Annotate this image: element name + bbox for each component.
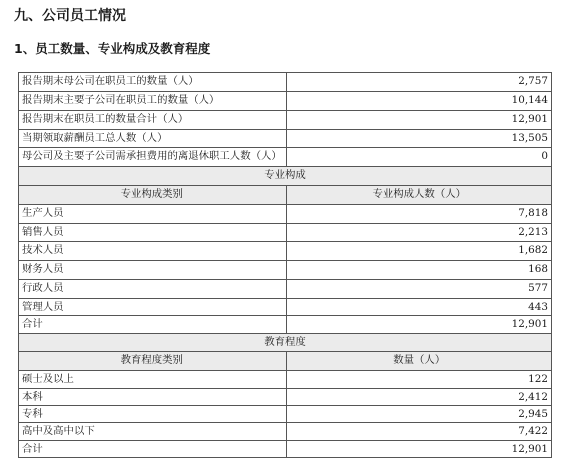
table-row: [19, 224, 552, 243]
row-value: 12,901: [287, 441, 553, 457]
table-row: [19, 242, 552, 261]
row-label: 高中及高中以下: [19, 423, 287, 439]
table-row: [19, 205, 552, 224]
row-value: 122: [287, 371, 553, 387]
row-label: 报告期末主要子公司在职员工的数量（人）: [19, 92, 287, 110]
row-value: 1,682: [287, 242, 553, 260]
row-value: 2,213: [287, 224, 553, 242]
row-label: 技术人员: [19, 242, 287, 260]
row-value: 2,757: [287, 73, 553, 91]
row-label: 当期领取薪酬员工总人数（人）: [19, 130, 287, 148]
table-row: [19, 299, 552, 316]
table-row: [19, 148, 552, 167]
row-label: 报告期末母公司在职员工的数量（人）: [19, 73, 287, 91]
row-value: 168: [287, 261, 553, 279]
column-header-category: 教育程度类别: [19, 352, 287, 370]
table-row-total: [19, 316, 552, 333]
row-label: 合计: [19, 441, 287, 457]
table-row: [19, 92, 552, 111]
education-column-header: [19, 352, 552, 371]
row-label: 生产人员: [19, 205, 287, 223]
row-label: 合计: [19, 316, 287, 332]
column-header-count: 专业构成人数（人）: [287, 186, 553, 204]
table-row: [19, 130, 552, 149]
table-row: [19, 423, 552, 440]
row-label: 报告期末在职员工的数量合计（人）: [19, 111, 287, 129]
table-row: [19, 73, 552, 92]
row-value: 13,505: [287, 130, 553, 148]
row-value: 7,818: [287, 205, 553, 223]
table-row: [19, 261, 552, 280]
row-value: 12,901: [287, 316, 553, 332]
row-label: 管理人员: [19, 299, 287, 315]
table-row: [19, 111, 552, 130]
row-label: 行政人员: [19, 280, 287, 298]
table-row-total: [19, 441, 552, 458]
sub-title: 1、员工数量、专业构成及教育程度: [14, 41, 211, 56]
table-row: [19, 406, 552, 423]
professional-section-header: [19, 167, 552, 186]
row-label: 硕士及以上: [19, 371, 287, 387]
row-value: 10,144: [287, 92, 553, 110]
row-label: 母公司及主要子公司需承担费用的离退休职工人数（人）: [19, 148, 287, 166]
row-value: 2,412: [287, 389, 553, 405]
row-value: 12,901: [287, 111, 553, 129]
row-value: 7,422: [287, 423, 553, 439]
section-header-label: 专业构成: [19, 167, 552, 185]
section-title: 九、公司员工情况: [14, 8, 126, 24]
employee-table: [18, 72, 552, 458]
table-row: [19, 371, 552, 388]
row-label: 销售人员: [19, 224, 287, 242]
table-row: [19, 389, 552, 406]
row-label: 财务人员: [19, 261, 287, 279]
row-value: 443: [287, 299, 553, 315]
row-value: 0: [287, 148, 553, 166]
column-header-count: 数量（人）: [287, 352, 553, 370]
row-value: 577: [287, 280, 553, 298]
row-label: 专科: [19, 406, 287, 422]
column-header-category: 专业构成类别: [19, 186, 287, 204]
education-section-header: [19, 334, 552, 353]
row-label: 本科: [19, 389, 287, 405]
section-header-label: 教育程度: [19, 334, 552, 352]
table-row: [19, 280, 552, 299]
professional-column-header: [19, 186, 552, 205]
row-value: 2,945: [287, 406, 553, 422]
